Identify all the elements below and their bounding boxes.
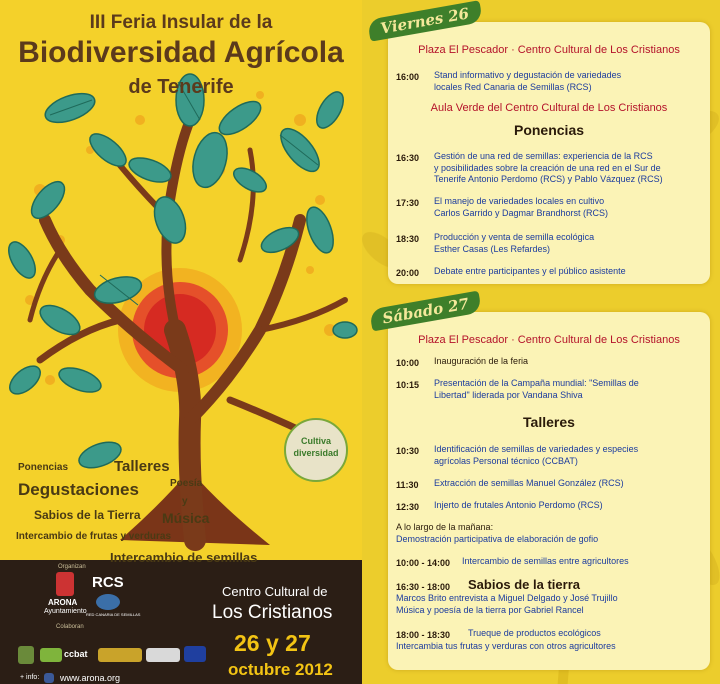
rcs-sub-label: RED CANARIA DE SEMILLAS: [86, 612, 141, 617]
morning-text: Demostración participativa de elaboración de gofio: [396, 534, 599, 544]
sabado-item-line: Libertad" liderada por Vandana Shiva: [434, 389, 583, 400]
viernes-item-desc: [434, 151, 704, 186]
sabado-item-time: 11:30: [396, 480, 419, 490]
viernes-slot1-desc: [434, 70, 704, 93]
viernes-item-line: Producción y venta de semilla ecológica: [434, 232, 595, 242]
sabado-item-line: Extracción de semillas Manuel González (RCS): [434, 478, 624, 488]
venue-line-2: Los Cristianos: [212, 602, 333, 623]
ayuntamiento-label: Ayuntamiento: [44, 608, 87, 615]
slot-1000-1400-text: Intercambio de semillas entre agricultores: [462, 556, 629, 566]
poster-footer: [0, 560, 362, 684]
sabado-item-time: 10:00: [396, 358, 420, 368]
viernes-slot1-line: locales Red Canaria de Semillas (RCS): [434, 81, 592, 92]
viernes-item-desc: [434, 266, 704, 278]
activity-talleres: Talleres: [114, 458, 170, 475]
agency-logo-icon: [146, 648, 180, 662]
slot-1800-1830-text: Trueque de productos ecológicos: [468, 628, 601, 638]
viernes-item-line: Esther Casas (Les Refardes): [434, 243, 551, 254]
sabado-section-talleres: Talleres: [523, 414, 575, 430]
event-dates: 26 y 27: [234, 630, 311, 656]
viernes-badge: Viernes 26: [367, 0, 483, 41]
viernes-item-time: 16:30: [396, 153, 420, 163]
sabado-item-desc: [434, 500, 704, 512]
sabios-desc: [396, 593, 706, 616]
viernes-section-ponencias: Ponencias: [513, 122, 585, 138]
activity-y: y: [182, 496, 188, 507]
title-line-1: III Feria Insular de la: [89, 12, 273, 33]
viernes-slot1-time: 16:00: [396, 72, 420, 82]
cabildo-logo-icon: [18, 646, 34, 664]
ccbat-label: ccbat: [64, 649, 88, 659]
activity-degustaciones: Degustaciones: [18, 480, 139, 499]
sabado-item-line: Identificación de semillas de variedades y especies: [434, 444, 639, 454]
sabios-line: Marcos Brito entrevista a Miguel Delgado y José Trujillo: [396, 593, 618, 603]
ministry-logo-icon: [98, 648, 142, 662]
sabado-panel: [388, 312, 710, 670]
viernes-item-time: 17:30: [396, 198, 420, 208]
viernes-item-line: Gestión de una red de semillas: experiencia de la RCS: [434, 151, 653, 161]
viernes-item-line: Debate entre participantes y el público asistente: [434, 266, 626, 276]
sabios-title: Sabios de la tierra: [468, 577, 580, 592]
viernes-item-desc: [434, 232, 704, 255]
sabado-badge: Sábado 27: [369, 290, 482, 331]
sabado-item-desc: [434, 478, 704, 490]
cultiva-logo-line2: diversidad: [293, 448, 339, 458]
viernes-item-line: Tenerife Antonio Perdomo (RCS) y Pablo Vázquez (RCS): [434, 174, 663, 184]
cultiva-logo-line1: Cultiva: [300, 436, 331, 446]
sabado-item-time: 12:30: [396, 502, 420, 512]
viernes-venue-1: Plaza El Pescador · Centro Cultural de Los Cristianos: [418, 44, 680, 56]
sabado-item-line: Injerto de frutales Antonio Perdomo (RCS): [434, 500, 603, 510]
rcs-label: RCS: [92, 574, 124, 591]
sabado-item-line: Inauguración de la feria: [434, 356, 529, 366]
program-schedule: [362, 0, 720, 684]
title-line-3: de Tenerife: [128, 76, 234, 98]
viernes-panel: [388, 22, 710, 284]
title-line-2: Biodiversidad Agrícola: [18, 36, 344, 69]
activity-intercambio-frutas: Intercambio de frutas y verduras: [16, 531, 172, 542]
activity-musica: Música: [162, 510, 210, 526]
sabado-item-desc: [434, 378, 704, 401]
viernes-item-line: El manejo de variedades locales en cultivo: [434, 196, 605, 206]
eu-flag-icon: [184, 646, 206, 662]
cultiva-diversidad-logo: [284, 418, 348, 482]
activity-intercambio-semillas: Intercambio de semillas: [110, 550, 258, 565]
sabado-item-desc: [434, 356, 704, 368]
arona-label: ARONA: [48, 598, 78, 607]
viernes-item-time: 18:30: [396, 234, 420, 244]
sabado-item-line: agrícolas Personal técnico (CCBAT): [434, 455, 578, 466]
sabado-item-line: Presentación de la Campaña mundial: "Semillas de: [434, 378, 639, 388]
arona-shield-icon: [56, 572, 74, 596]
ccbat-leaf-icon: [40, 648, 62, 662]
final-line: Intercambia tus frutas y verduras con otros agricultores: [396, 641, 616, 651]
viernes-item-line: y posibilidades sobre la creación de una red en el Sur de: [434, 162, 661, 173]
viernes-item-time: 20:00: [396, 268, 420, 278]
activity-poesia: Poesía: [170, 478, 203, 489]
venue-line-1: Centro Cultural de: [222, 584, 328, 599]
viernes-item-line: Carlos Garrido y Dagmar Brandhorst (RCS): [434, 207, 609, 218]
event-month-year: octubre 2012: [228, 660, 333, 679]
sabios-line: Música y poesía de la tierra por Gabriel Rancel: [396, 604, 584, 615]
info-label: + info:: [20, 674, 40, 681]
website-link[interactable]: www.arona.org: [60, 673, 121, 683]
rcs-globe-icon: [96, 594, 120, 610]
viernes-venue-2: Aula Verde del Centro Cultural de Los Cristianos: [430, 102, 668, 114]
sabado-venue-1: Plaza El Pescador · Centro Cultural de Los Cristianos: [418, 334, 680, 346]
facebook-icon: [44, 673, 54, 683]
organizan-label: Organizan: [58, 564, 86, 570]
colaboran-label: Colaboran: [56, 624, 84, 630]
slot-1630-1800-time: 16:30 - 18:00: [396, 582, 451, 592]
activity-sabios: Sabios de la Tierra: [34, 508, 141, 522]
sabado-item-time: 10:30: [396, 446, 420, 456]
slot-1800-1830-time: 18:00 - 18:30: [396, 630, 451, 640]
viernes-slot1-line: Stand informativo y degustación de variedades: [434, 70, 622, 80]
viernes-item-desc: [434, 196, 704, 219]
morning-label: A lo largo de la mañana:: [396, 522, 494, 532]
sabado-item-desc: [434, 444, 704, 467]
sabado-item-time: 10:15: [396, 380, 420, 390]
slot-1000-1400-time: 10:00 - 14:00: [396, 558, 451, 568]
activity-ponencias: Ponencias: [18, 462, 69, 473]
